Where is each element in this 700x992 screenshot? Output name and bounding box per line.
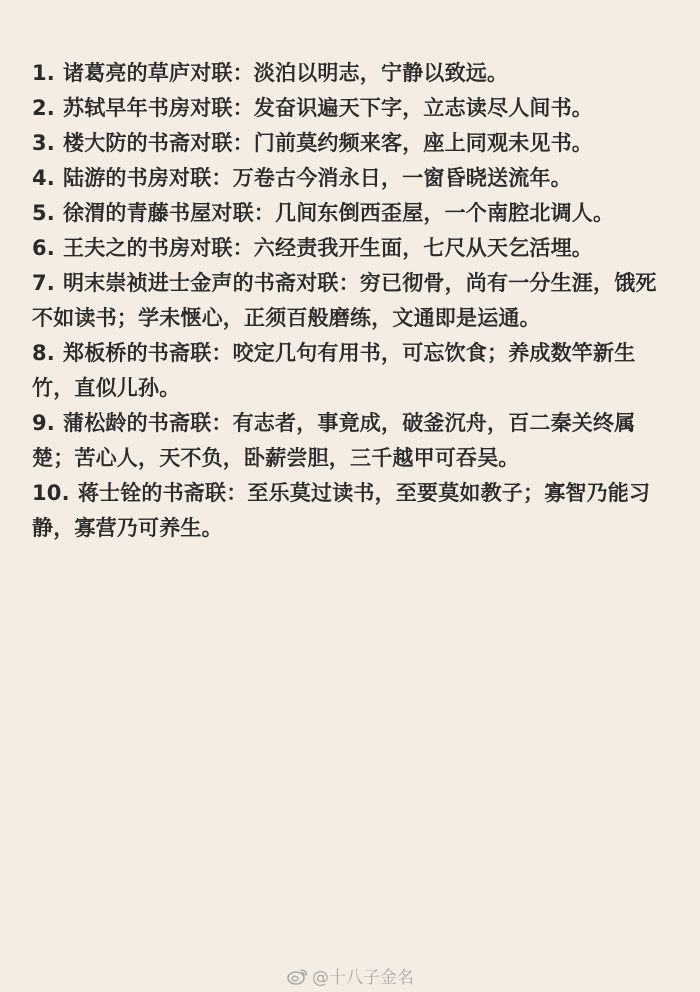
item-text: 郑板桥的书斋联：咬定几句有用书，可忘饮食；养成数竿新生竹，直似儿孙。	[32, 341, 636, 400]
weibo-icon	[287, 967, 309, 985]
item-number: 1.	[32, 61, 55, 85]
item-text: 陆游的书房对联：万卷古今消永日，一窗昏晓送流年。	[63, 166, 572, 190]
item-text: 苏轼早年书房对联：发奋识遍天下字，立志读尽人间书。	[63, 96, 593, 120]
item-text: 蒲松龄的书斋联：有志者，事竟成，破釜沉舟，百二秦关终属楚；苦心人，天不负，卧薪尝胆，三千越甲可吞吴。	[32, 411, 636, 470]
item-number: 4.	[32, 166, 55, 190]
item-text: 诸葛亮的草庐对联：淡泊以明志，宁静以致远。	[63, 61, 509, 85]
item-text: 蒋士铨的书斋联：至乐莫过读书，至要莫如教子；寡智乃能习静，寡营乃可养生。	[32, 481, 651, 540]
item-number: 5.	[32, 201, 55, 225]
list-item	[32, 266, 672, 336]
watermark-text: @十八子金名	[312, 968, 414, 988]
list-item	[32, 231, 672, 266]
item-number: 7.	[32, 271, 55, 295]
list-item	[32, 56, 672, 91]
item-number: 9.	[32, 411, 55, 435]
couplet-list	[32, 56, 672, 546]
item-number: 6.	[32, 236, 55, 260]
item-number: 10.	[32, 481, 70, 505]
list-item	[32, 126, 672, 161]
item-number: 3.	[32, 131, 55, 155]
item-number: 2.	[32, 96, 55, 120]
item-text: 王夫之的书房对联：六经责我开生面，七尺从天乞活埋。	[63, 236, 593, 260]
list-item	[32, 196, 672, 231]
list-item	[32, 476, 672, 546]
item-text: 楼大防的书斋对联：门前莫约频来客，座上同观未见书。	[63, 131, 593, 155]
watermark	[287, 963, 414, 988]
item-text: 明末崇祯进士金声的书斋对联：穷已彻骨，尚有一分生涯，饿死不如读书；学未惬心，正须百般磨练，文通即是运通。	[32, 271, 657, 330]
item-text: 徐渭的青藤书屋对联：几间东倒西歪屋，一个南腔北调人。	[63, 201, 615, 225]
list-item	[32, 91, 672, 126]
item-number: 8.	[32, 341, 55, 365]
list-item	[32, 406, 672, 476]
list-item	[32, 336, 672, 406]
list-item	[32, 161, 672, 196]
